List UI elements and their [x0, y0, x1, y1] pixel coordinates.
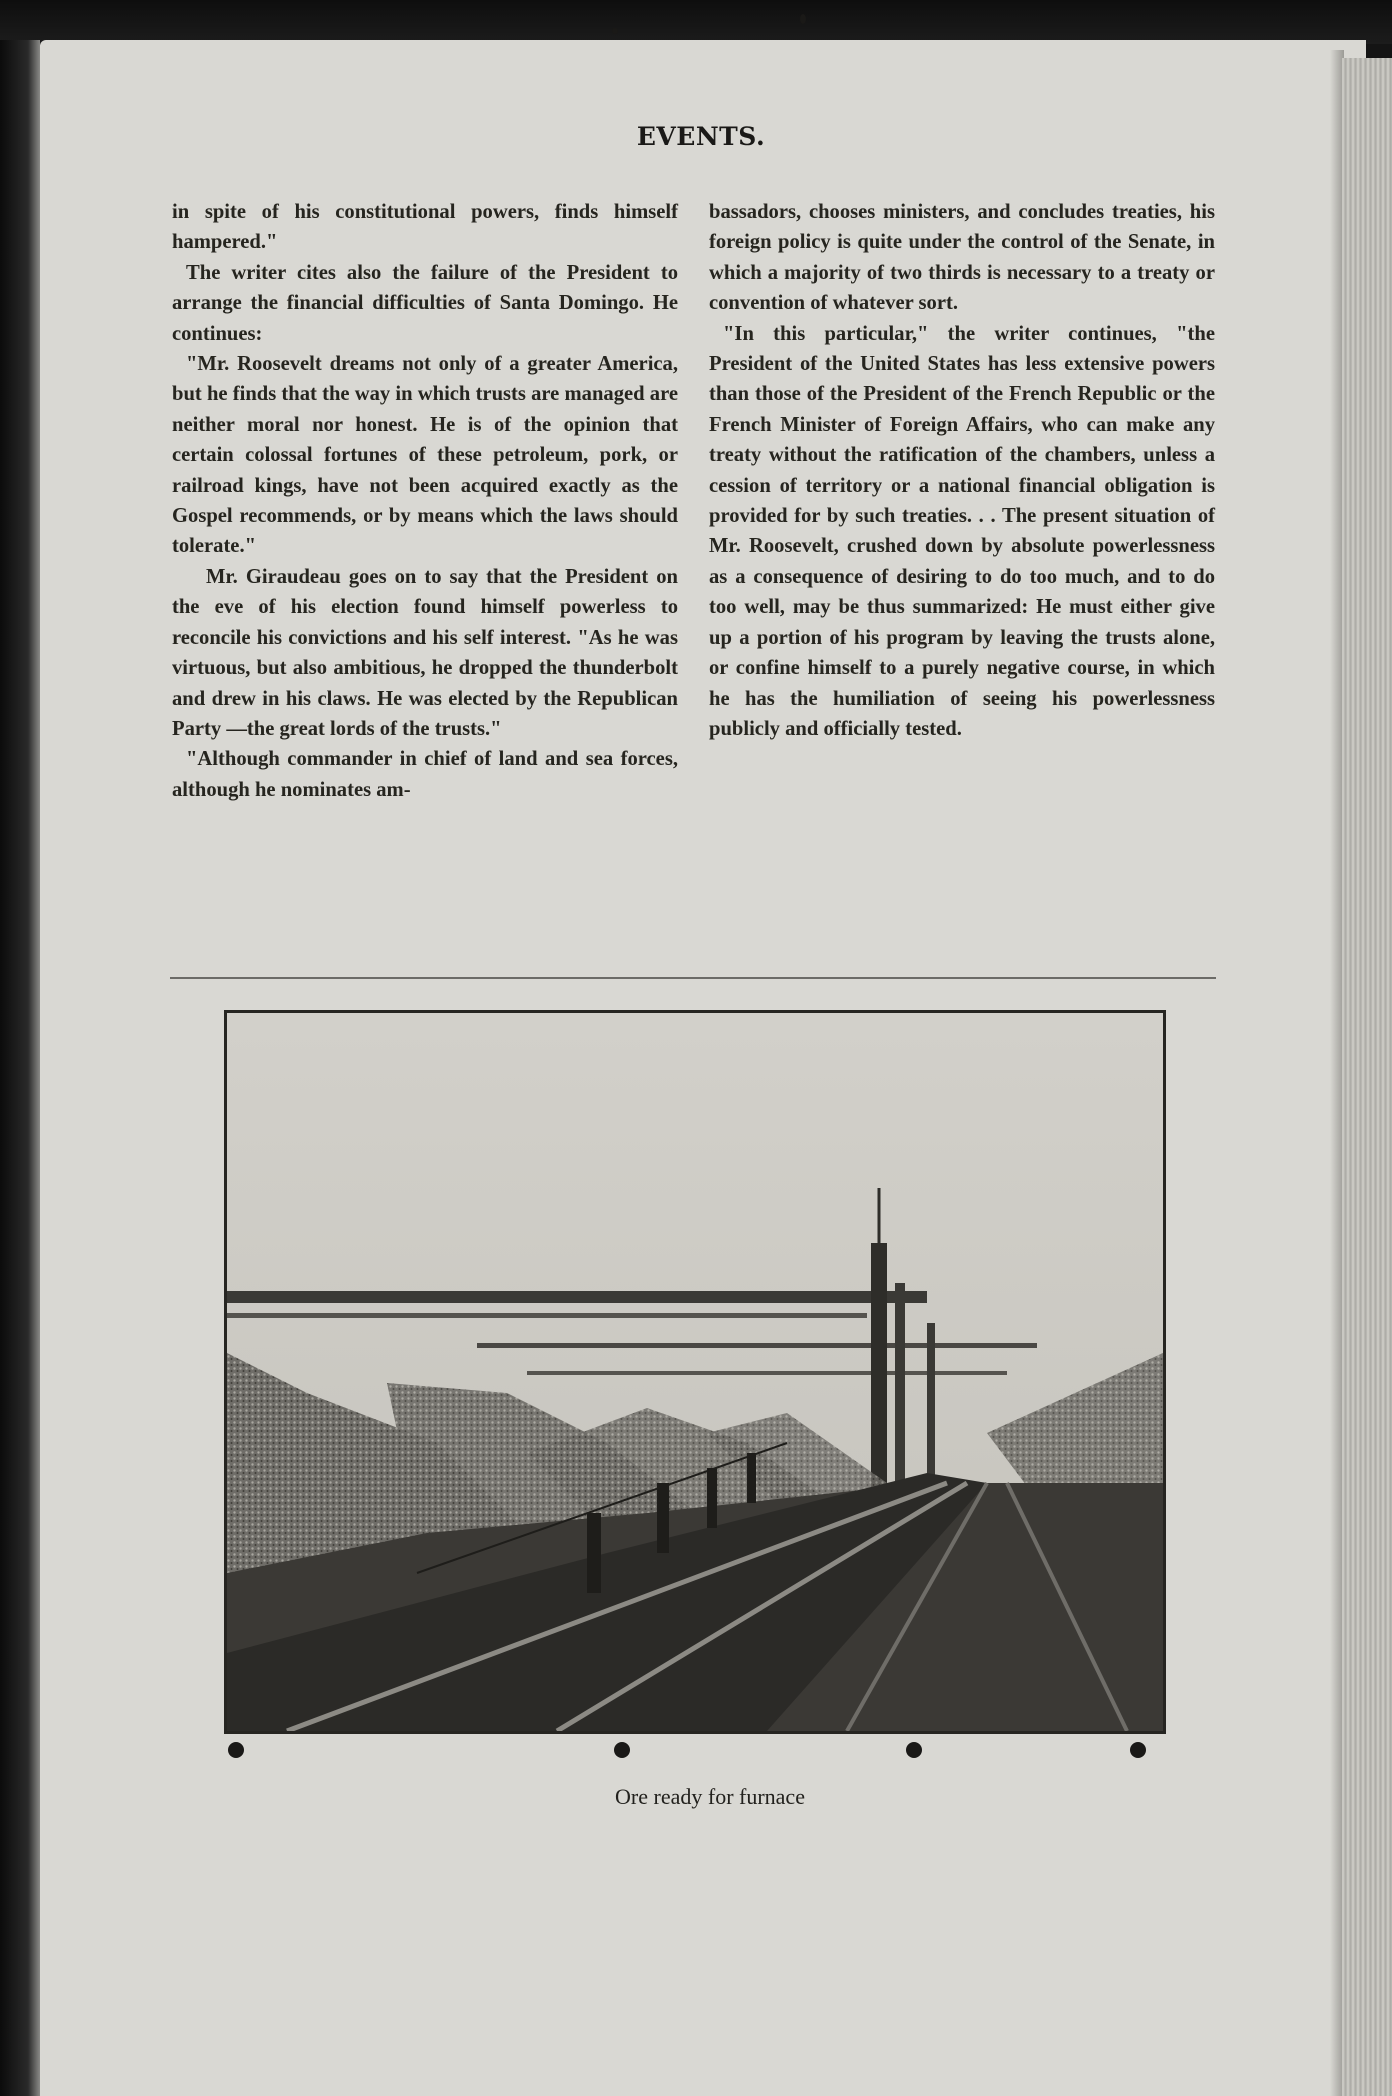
photo-caption: Ore ready for furnace	[615, 1784, 805, 1809]
ore-yard-photograph	[224, 1010, 1166, 1734]
left-text-column	[172, 197, 678, 805]
paragraph: The writer cites also the failure of the President to arrange the financial difficulties of Santa Domingo. He continues:	[172, 261, 678, 345]
paragraph: Mr. Giraudeau goes on to say that the President on the eve of his election found himself powerless to reconcile his convictions and his self interest. "As he was virtuous, but also ambitious, he dropped the thunderbolt and drew in his claws. He was elected by the Republican Party —the great lords of the trusts."	[172, 565, 678, 740]
photo-corner-pin	[614, 1742, 630, 1758]
running-head: EVENTS.	[636, 122, 766, 151]
paragraph: "Mr. Roosevelt dreams not only of a greater America, but he finds that the way in which trusts are managed are neither moral nor honest. He is of the opinion that certain colossal fortunes of these petroleum, pork, or railroad kings, have not been acquired exactly as the Gospel recommends, or by means which the laws should tolerate."	[172, 353, 678, 558]
paragraph: "Although commander in chief of land and sea forces, although he nominates am-	[172, 748, 678, 801]
section-divider	[170, 977, 1216, 979]
book-binding-shadow	[0, 40, 40, 2096]
paragraph: bassadors, chooses ministers, and concludes treaties, his foreign policy is quite under the control of the Senate, in which a majority of two thirds is necessary to a treaty or convention of whatever sort.	[709, 201, 1215, 315]
dust-speck	[612, 28, 618, 34]
photo-corner-pin	[228, 1742, 244, 1758]
paragraph: in spite of his constitutional powers, finds himself hampered."	[172, 201, 678, 254]
scan-top-border	[0, 0, 1392, 44]
photo-corner-pin	[906, 1742, 922, 1758]
paragraph: "In this particular," the writer continues, "the President of the United States has less extensive powers than those of the President of the French Republic or the French Minister of Foreign Affairs, who can make any treaty without the ratification of the chambers, unless a cession of territory or a national financial obligation is provided for by such treaties. . . The present situation of Mr. Roosevelt, crushed down by absolute powerlessness as a consequence of desiring to do too much, and to do too well, may be thus summarized: He must either give up a portion of his program by leaving the trusts alone, or confine himself to a purely negative course, in which he has the humiliation of seeing his powerlessness publicly and officially tested.	[709, 322, 1215, 740]
right-text-column	[709, 197, 1215, 744]
dust-speck	[800, 14, 806, 24]
book-page-stack	[1342, 58, 1392, 2096]
photo-illustration	[227, 1013, 1163, 1731]
photo-corner-pin	[1130, 1742, 1146, 1758]
